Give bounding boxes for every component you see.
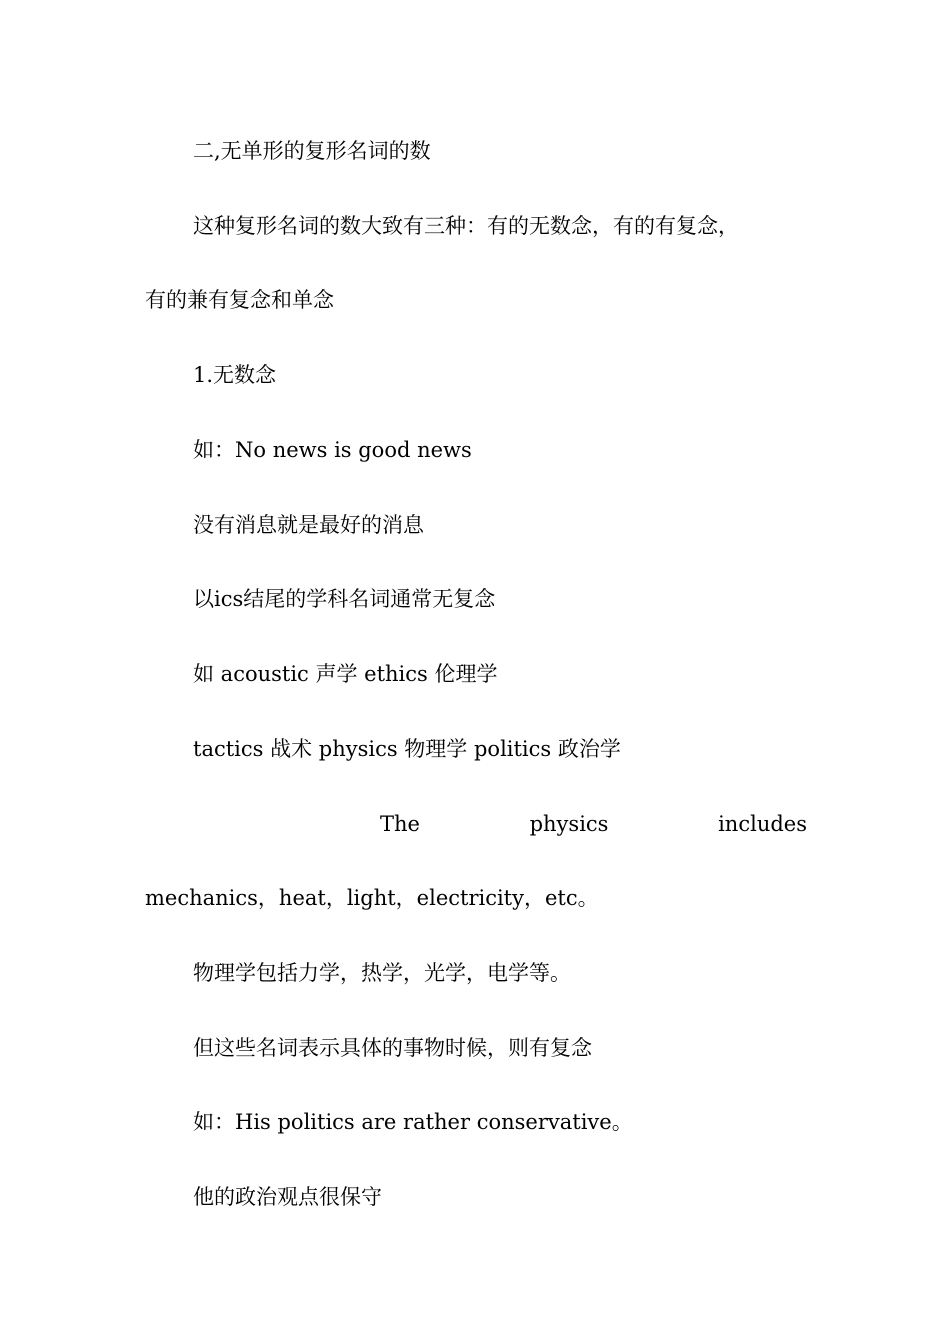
- intro-paragraph-line2: 有的兼有复念和单念: [145, 288, 334, 312]
- ics-list-line1: 如 acoustic 声学 ethics 伦理学: [193, 662, 498, 686]
- section-heading: 二,无单形的复形名词的数: [193, 139, 431, 163]
- example2-word: includes: [718, 812, 807, 836]
- example1-english: 如：No news is good news: [193, 438, 472, 462]
- plural-rule: 但这些名词表示具体的事物时候，则有复念: [193, 1036, 592, 1060]
- ics-rule: 以ics结尾的学科名词通常无复念: [193, 587, 496, 611]
- subheading: 1.无数念: [193, 363, 277, 387]
- ics-list-line2: tactics 战术 physics 物理学 politics 政治学: [193, 737, 621, 761]
- example2-word: The: [380, 812, 420, 836]
- example1-chinese: 没有消息就是最好的消息: [193, 513, 424, 537]
- example2-word: physics: [529, 812, 609, 836]
- example3-chinese: 他的政治观点很保守: [193, 1185, 382, 1209]
- example3-english: 如：His politics are rather conservative。: [193, 1110, 633, 1134]
- example2-chinese: 物理学包括力学，热学，光学，电学等。: [193, 961, 571, 985]
- intro-paragraph-line1: 这种复形名词的数大致有三种：有的无数念，有的有复念，: [193, 214, 739, 238]
- example2-line1: [380, 809, 807, 839]
- example2-line2: mechanics，heat，light，electricity，etc。: [145, 886, 599, 910]
